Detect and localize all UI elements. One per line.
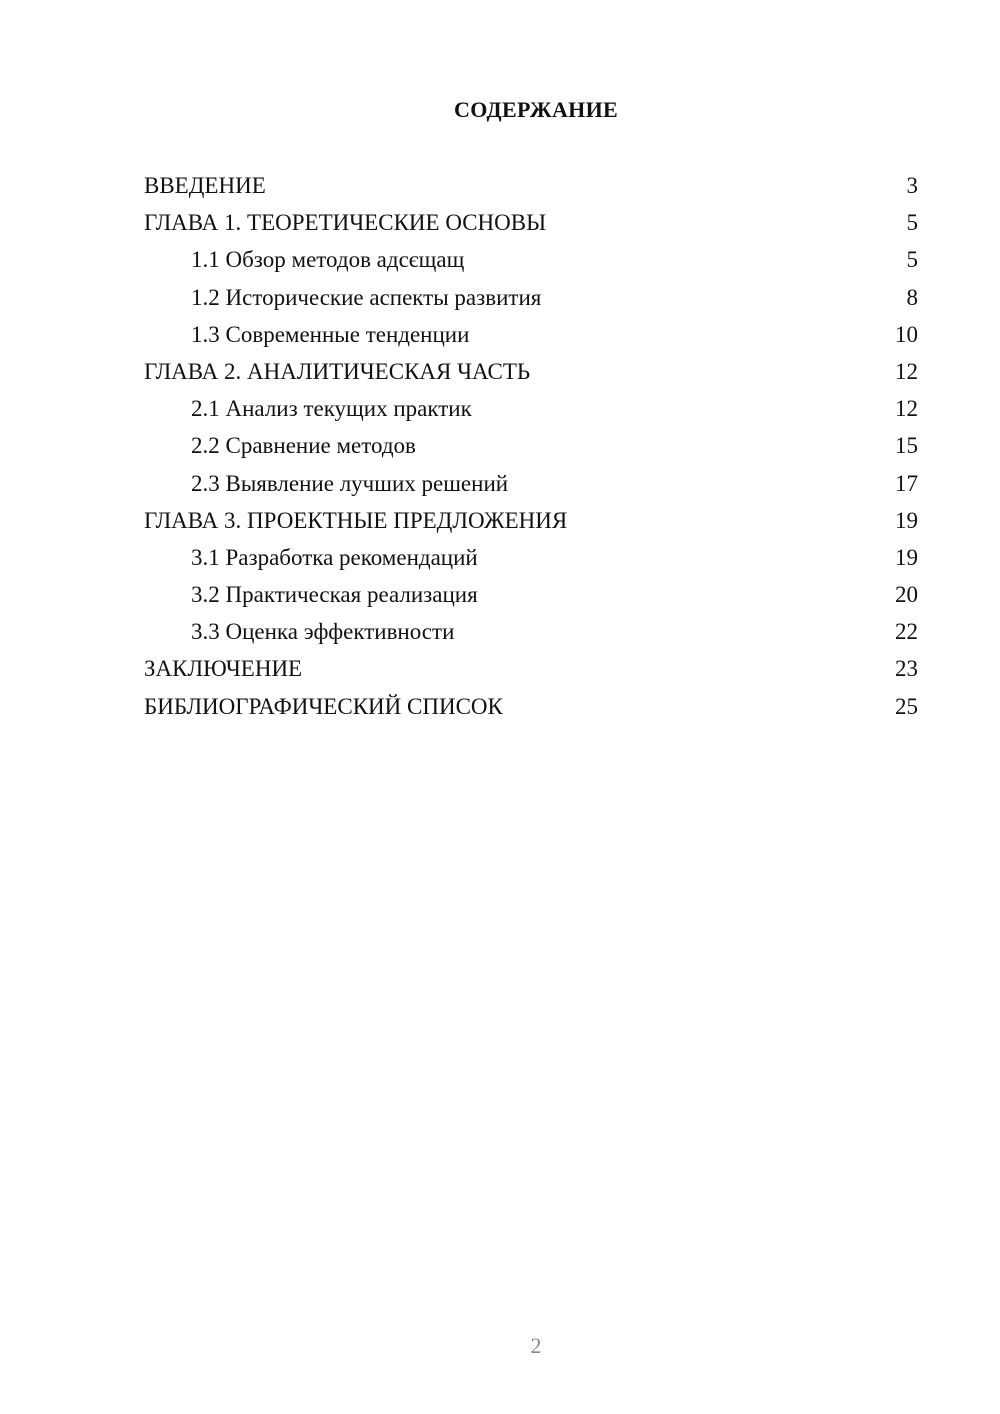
toc-entry-introduction[interactable] [144,167,918,204]
toc-entry-title: 1.3 Современные тенденции [191,321,470,347]
toc-entry-page: 20 [895,582,918,608]
toc-entry-title: БИБЛИОГРАФИЧЕСКИЙ СПИСОК [144,693,503,719]
toc-entry-chapter-1[interactable] [144,204,918,241]
toc-entry-title: 1.2 Исторические аспекты развития [191,284,542,310]
toc-entry-bibliography[interactable] [144,688,918,725]
toc-entry-page: 3 [906,173,918,198]
toc-entry-title: 2.1 Анализ текущих практик [191,396,472,422]
toc-entry-title: ГЛАВА 2. АНАЛИТИЧЕСКАЯ ЧАСТЬ [144,358,531,384]
toc-entry-section-2-1[interactable] [144,390,918,427]
toc-entry-title: ГЛАВА 3. ПРОЕКТНЫЕ ПРЕДЛОЖЕНИЯ [144,507,568,533]
toc-entry-title: 3.1 Разработка рекомендаций [191,544,478,570]
toc-entry-page: 19 [895,544,918,570]
toc-entry-title: 1.1 Обзор методов адсєщащ [191,247,465,273]
toc-entry-section-2-2[interactable] [144,427,918,464]
toc-entry-section-3-2[interactable] [144,576,918,613]
toc-entry-chapter-2[interactable] [144,353,918,390]
toc-entry-section-2-3[interactable] [144,465,918,502]
toc-entry-title: 3.3 Оценка эффективности [191,619,455,645]
toc-entry-chapter-3[interactable] [144,502,918,539]
toc-entry-title: 2.3 Выявление лучших решений [191,470,509,496]
toc-entry-title: 2.2 Сравнение методов [191,433,416,459]
page-title: СОДЕРЖАНИЕ [454,97,618,122]
toc-entry-page: 22 [895,619,918,645]
toc-entry-section-1-3[interactable] [144,316,918,353]
toc-entry-section-1-1[interactable] [144,241,918,278]
page-number: 2 [530,1333,542,1358]
toc-entry-page: 23 [895,656,918,682]
toc-entry-section-1-2[interactable] [144,279,918,316]
toc-entry-section-3-3[interactable] [144,613,918,650]
table-of-contents [144,167,918,725]
toc-entry-page: 5 [906,247,918,273]
toc-entry-title: ГЛАВА 1. ТЕОРЕТИЧЕСКИЕ ОСНОВЫ [144,210,547,236]
toc-entry-title: 3.2 Практическая реализация [191,582,478,608]
toc-entry-page: 8 [906,284,918,310]
toc-entry-page: 12 [895,358,918,384]
toc-entry-page: 5 [906,210,918,236]
toc-entry-page: 10 [895,321,918,347]
toc-entry-page: 17 [895,470,918,496]
toc-entry-page: 15 [895,433,918,459]
toc-entry-title: ВВЕДЕНИЕ [144,173,266,198]
toc-entry-page: 19 [895,507,918,533]
toc-entry-section-3-1[interactable] [144,539,918,576]
toc-entry-conclusion[interactable] [144,650,918,687]
toc-entry-page: 25 [895,693,918,719]
toc-entry-title: ЗАКЛЮЧЕНИЕ [144,656,303,682]
toc-entry-page: 12 [895,396,918,422]
